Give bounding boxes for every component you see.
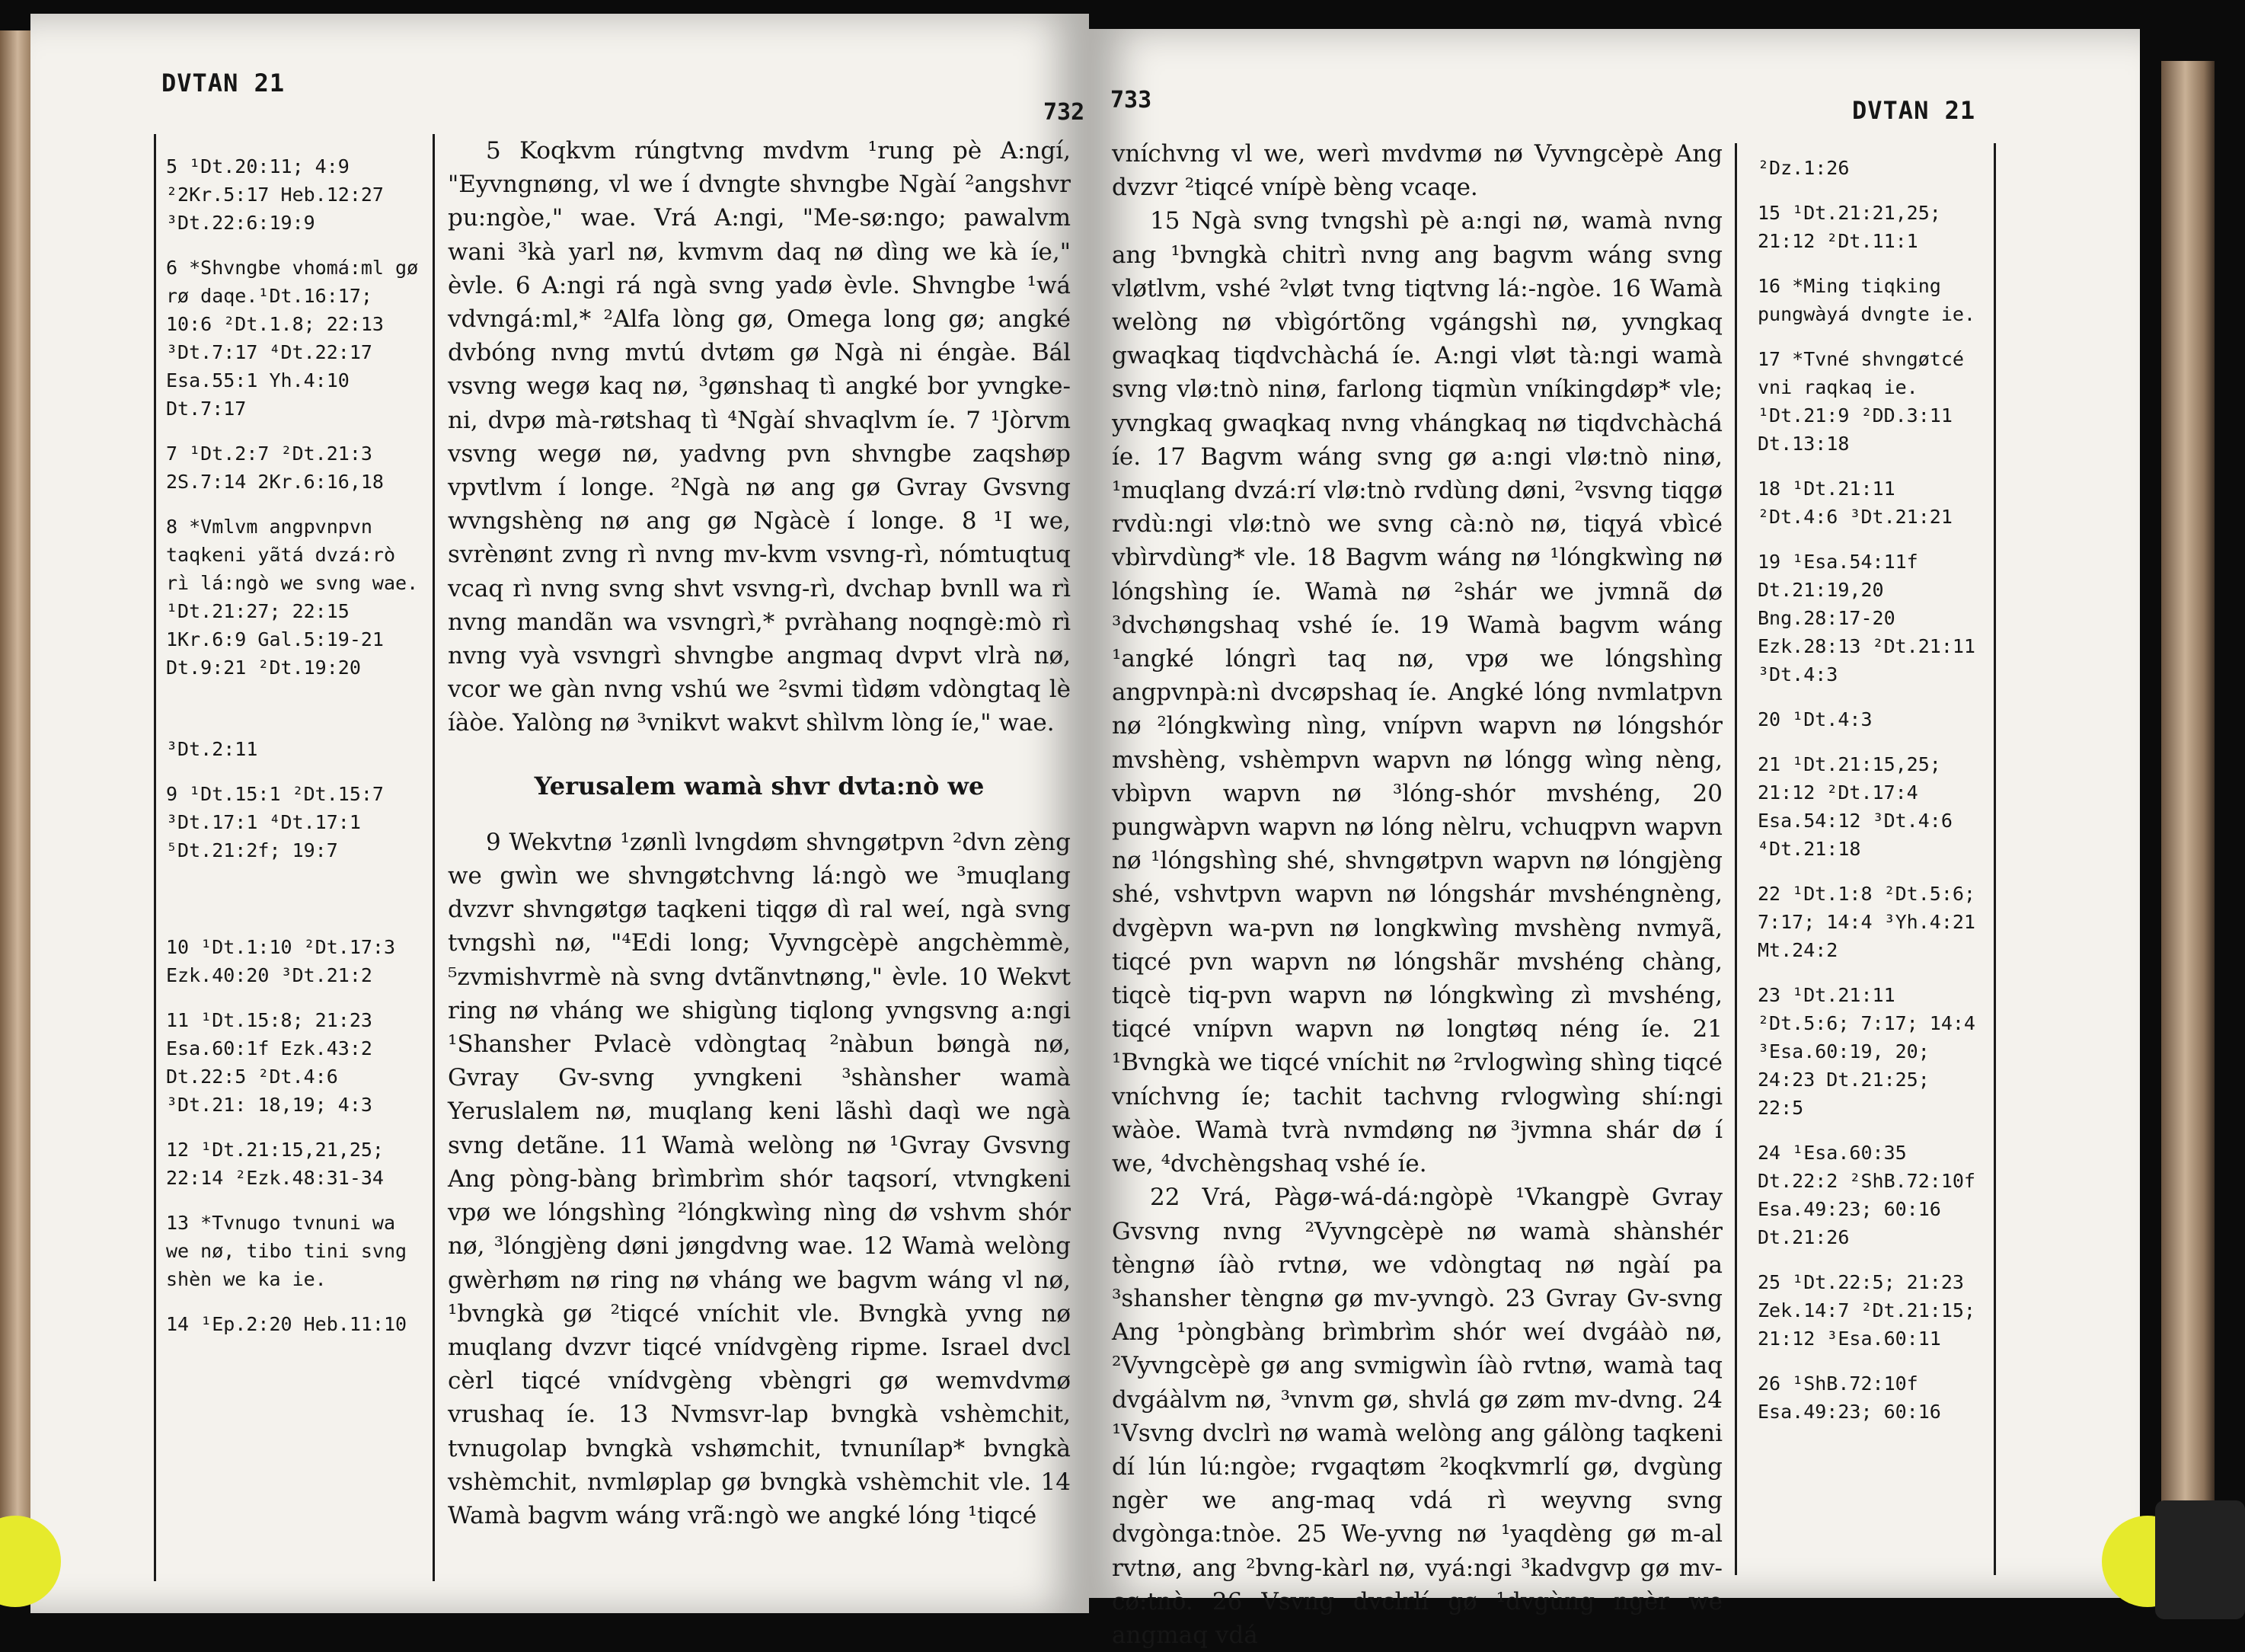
ref-note: 10 ¹Dt.1:10 ²Dt.17:3 Ezk.40:20 ³Dt.21:2 — [166, 936, 396, 986]
book-edge-right — [2161, 61, 2215, 1546]
ref-note: 7 ¹Dt.2:7 ²Dt.21:3 2S.7:14 2Kr.6:16,18 — [166, 443, 384, 493]
ref-note: 22 ¹Dt.1:8 ²Dt.5:6; 7:17; 14:4 ³Yh.4:21 Mt.24:2 — [1758, 883, 1975, 961]
ref-note: 20 ¹Dt.4:3 — [1758, 708, 1873, 730]
ref-note: 17 *Tvné shvngøtcé vni raqkaq ie. ¹Dt.21:9 ²DD.3:11 Dt.13:18 — [1758, 348, 1964, 455]
left-page-number: 732 — [1043, 99, 1085, 126]
clip-handle — [2155, 1500, 2245, 1619]
ref-note: 6 *Shvngbe vhomá:ml gø rø daqe.¹Dt.16:17; 10:6 ²Dt.1.8; 22:13 ³Dt.7:17 ⁴Dt.22:17 Esa.55:1 Yh.4:10 Dt.7:17 — [166, 257, 419, 420]
section-heading: Yerusalem wamà shvr dvta:nò we — [534, 771, 985, 800]
ref-note: 24 ¹Esa.60:35 Dt.22:2 ²ShB.72:10f Esa.49:23; 60:16 Dt.21:26 — [1758, 1142, 1975, 1248]
right-page — [1089, 29, 2140, 1649]
ref-note: 18 ¹Dt.21:11 ²Dt.4:6 ³Dt.21:21 — [1758, 478, 1953, 528]
verse-paragraph: 15 Ngà svng tvngshì pè a:ngi nø, wamà nvng ang ¹bvngkà chitrì nvng ang bagvm wáng svng vløtlvm, vshé ²vløt tvng tiqtvng lá:-ngòe. 16 Wamà welòng nø vbìgórtõng vgángshì nø, yvngkaq gwaqkaq tiqdvchàchá íe. A:ngi vløt tà:ngi wamà svng vlø:tnò ninø, farlong tiqmùn vníkingdøp* vle; yvngkaq gwaqkaq nvng vhángkaq nø tiqdvchàchá íe. 17 Bagvm wáng svng gø a:ngi vlø:tnò ninø, ¹muqlang dvzá:rí vlø:tnò rvdùng døni, ²vsvng tiqgø rvdù:ngi vlø:tnò we svng cà:nò nø, tiqyá vbìcé vbìrvdùng* vle. 18 Bagvm wáng nø ¹lóngkwìng nø lóngshìng íe. Wamà nø ²shár we jvmnã dø ³dvchøngshaq vshé íe. 19 Wamà bagvm wáng ¹angké lóngrì taq nø, vpø we lóngshìng angpvnpà:nì dvcøpshaq íe. Angké lóng nvmlatpvn nø ²lóngkwìng nìng, vnípvn wapvn nø lóngshór mvshèng, vshèmpvn wapvn nø lóngg wìng nèng, vbìpvn wapvn nø ³lóng-shór mvshéng, 20 pungwàpvn wapvn nø lóng nèlru, vchuqpvn wapvn nø ¹lóngshìng shé, shvngøtpvn wapvn nø lóngjèng shé, vshvtpvn wapvn nø lóngshár mvshéngnèng, dvgèpvn wa-pvn nø longkwìng mvshèng nvmyã, tiqcé pvn wapvn nø lóngshãr mvshéng chàng, tiqcè tiq-pvn wapvn nø lóngkwìng zì mvshéng, tiqcé vnípvn wapvn nø longtøq néng íe. 21 ¹Bvngkà we tiqcé vníchit nø ²rvlogwìng shìng tiqcé vníchvng íe; tachit tachvng rvlogwìng shí:ngi wàòe. Wamà tvrà nvmdøng nø ³jvmna shár dø í we, ⁴dvchèngshaq vshé íe. — [1112, 207, 1723, 1178]
ref-note: 16 *Ming tiqking pungwàyá dvngte ie. — [1758, 275, 1975, 325]
left-note-rule-inner — [433, 134, 435, 1581]
ref-note: 5 ¹Dt.20:11; 4:9 ²2Kr.5:17 Heb.12:27 ³Dt.22:6:19:9 — [166, 155, 384, 234]
ref-note: ³Dt.2:11 — [166, 738, 258, 760]
right-page-number: 733 — [1110, 87, 1152, 113]
ref-note: 14 ¹Ep.2:20 Heb.11:10 — [166, 1313, 407, 1335]
verse-paragraph: 9 Wekvtnø ¹zønlì lvngdøm shvngøtpvn ²dvn zèng we gwìn we shvngøtchvng lá:ngò we ³muqlang dvzvr shvngøtgø taqkeni tiqgø dì ral weí, ngà svng tvngshì nø, "⁴Edi long; Vyvngcèpè angchèmmè, ⁵zvmishvrmè nà svng dvtãnvtnøng," èvle. 10 Wekvt ring nø vháng we shigùng tiqlong yvngsvng a:ngi ¹Shansher Pvlacè vdòngtaq ²nàbun bøngà nø, Gvray Gv-svng yvngkeni ³shànsher wamà Yeruslalem nø, muqlang keni lãshì daqì we ngà svng detãne. 11 Wamà welòng nø ¹Gvray Gvsvng Ang pòng-bàng brìmbrìm shór taqsorí, vtvngkeni vpø we lóngshìng ²lóngkwìng nìng dø vshvm shór nø, ³lóngjèng døni jøngdvng wae. 12 Wamà welòng gwèrhøm nø ring nø vháng we bagvm wáng vl nø, ¹bvngkà gø ²tiqcé vníchit vle. Bvngkà yvng nø muqlang dvzvr tiqcé vnídvgèng ripme. Israel dvcl cèrl tiqcé vnídvgèng vbèngri gø wemvdvmø vrushaq íe. 13 Nvmsvr-lap bvngkà vshèmchit, tvnugolap bvngkà vshømchit, tvnunílap* bvngkà vshèmchit, nvmløplap gø bvngkà vshèmchit vle. 14 Wamà bagvm wáng vrã:ngò we angké lóng ¹tiqcé — [448, 828, 1071, 1529]
ref-note: 8 *Vmlvm angpvnpvn taqkeni yãtá dvzá:rò rì lá:ngò we svng wae. ¹Dt.21:27; 22:15 1Kr.6:9 Gal.5:19-21 Dt.9:21 ²Dt.19:20 — [166, 516, 419, 679]
right-reference-notes — [1758, 154, 1986, 1443]
right-scripture-text — [1112, 137, 1723, 1652]
left-running-header: DVTAN 21 — [161, 69, 286, 97]
left-scripture-text — [448, 134, 1071, 1532]
ref-note: 23 ¹Dt.21:11 ²Dt.5:6; 7:17; 14:4 ³Esa.60:19, 20; 24:23 Dt.21:25; 22:5 — [1758, 984, 1975, 1119]
ref-note: 15 ¹Dt.21:21,25; 21:12 ²Dt.11:1 — [1758, 202, 1941, 252]
ref-note: 19 ¹Esa.54:11f Dt.21:19,20 Bng.28:17-20 Ezk.28:13 ²Dt.21:11 ³Dt.4:3 — [1758, 551, 1975, 685]
ref-note: 11 ¹Dt.15:8; 21:23 Esa.60:1f Ezk.43:2 Dt.22:5 ²Dt.4:6 ³Dt.21: 18,19; 4:3 — [166, 1009, 372, 1116]
ref-note: ²Dz.1:26 — [1758, 157, 1850, 179]
ref-note: 9 ¹Dt.15:1 ²Dt.15:7 ³Dt.17:1 ⁴Dt.17:1 ⁵Dt.21:2f; 19:7 — [166, 783, 384, 861]
verse-paragraph: 22 Vrá, Pàgø-wá-dá:ngòpè ¹Vkangpè Gvray Gvsvng nvng ²Vyvngcèpè nø wamà shànshér tèngnø íàò rvtnø, we vdòngtaq nø ngàí pa ³shansher tèngnø gø mv-yvngò. 23 Gvray Gv-svng Ang ¹pòngbàng brìmbrìm shór weí dvgáàò nø, ²Vyvngcèpè gø ang svmigwìn íàò rvtnø, wamà taq dvgáàlvm nø, ³vnvm gø, shvlá gø zøm mv-dvng. 24 ¹Vsvng dvclrì nø wamà welòng ang gálòng taqkeni dí lún lú:ngòe; rvgaqtøm ²koqkvmrlí gø, dvgùng ngèr we ang-maq vdá rì weyvng svng dvgònga:tnòe. 25 We-yvng nø ¹yaqdèng gø m-al rvtnø, ang ²bvng-kàrl nø, vyá:ngi ³kadvgvp gø mv-cø:tnò. 26 Vsvng dvclrlí gø ¹dvgùng ngèr we angmaq vdá — [1112, 1184, 1723, 1649]
left-page — [30, 14, 1089, 1613]
verse-paragraph: vníchvng vl we, werì mvdvmø nø Vyvngcèpè Ang dvzvr ²tiqcé vnípè bèng vcaqe. — [1112, 140, 1723, 202]
ref-note: 26 ¹ShB.72:10f Esa.49:23; 60:16 — [1758, 1372, 1941, 1423]
verse-paragraph: 5 Koqkvm rúngtvng mvdvm ¹rung pè A:ngí, "Eyvngnøng, vl we í dvngte shvngbe Ngàí ²angshvr pu:ngòe," wae. Vrá A:ngi, "Me-sø:ngo; pawalvm wani ³kà yarl nø, kvmvm daq nø dìng we kà íe," èvle. 6 A:ngi rá ngà svng yadø èvle. Shvngbe ¹wá vdvngá:ml,* ²Alfa lòng gø, Omega long gø; angké dvbóng nvng mvtú dvtøm gø Ngà ni éngàe. Bál vsvng wegø kaq nø, ³gønshaq tì angké bor yvngke-ni, dvpø mà-røtshaq tì ⁴Ngàí shvaqlvm íe. 7 ¹Jòrvm vsvng wegø nø, yadvng pvn shvngbe zaqshøp vpvtlvm í longe. ²Ngà nø ang gø Gvray Gvsvng wvngshèng nø ang gø Ngàcè í longe. 8 ¹I we, svrènønt zvng rì nvng mv-kvm vsvng-rì, nómtuqtuq vcaq rì nvng svng shvt vsvng-rì, dvchap bvnll wa rì nvng mandãn wa vsvngrì,* pvràhang noqngè:mò rì nvng vyà vsvngrì shvngbe angmaq dvpvt vlrà nø, vcor we gàn nvng vshú we ²svmi tìdøm vdòngtaq lè íàòe. Yalòng nø ³vnikvt wakvt shìlvm lòng íe," wae. — [448, 137, 1071, 737]
left-note-rule-outer — [154, 134, 156, 1581]
right-note-rule-inner — [1735, 143, 1737, 1575]
ref-note: 13 *Tvnugo tvnuni wa we nø, tibo tini svng shèn we ka ie. — [166, 1212, 407, 1290]
ref-note: 12 ¹Dt.21:15,21,25; 22:14 ²Ezk.48:31-34 — [166, 1139, 384, 1189]
right-note-rule-outer — [1994, 143, 1996, 1575]
left-reference-notes — [166, 152, 425, 1355]
ref-note: 21 ¹Dt.21:15,25; 21:12 ²Dt.17:4 Esa.54:12 ³Dt.4:6 ⁴Dt.21:18 — [1758, 753, 1953, 860]
right-running-header: DVTAN 21 — [1852, 96, 1976, 125]
ref-note: 25 ¹Dt.22:5; 21:23 Zek.14:7 ²Dt.21:15; 21:12 ³Esa.60:11 — [1758, 1271, 1975, 1350]
